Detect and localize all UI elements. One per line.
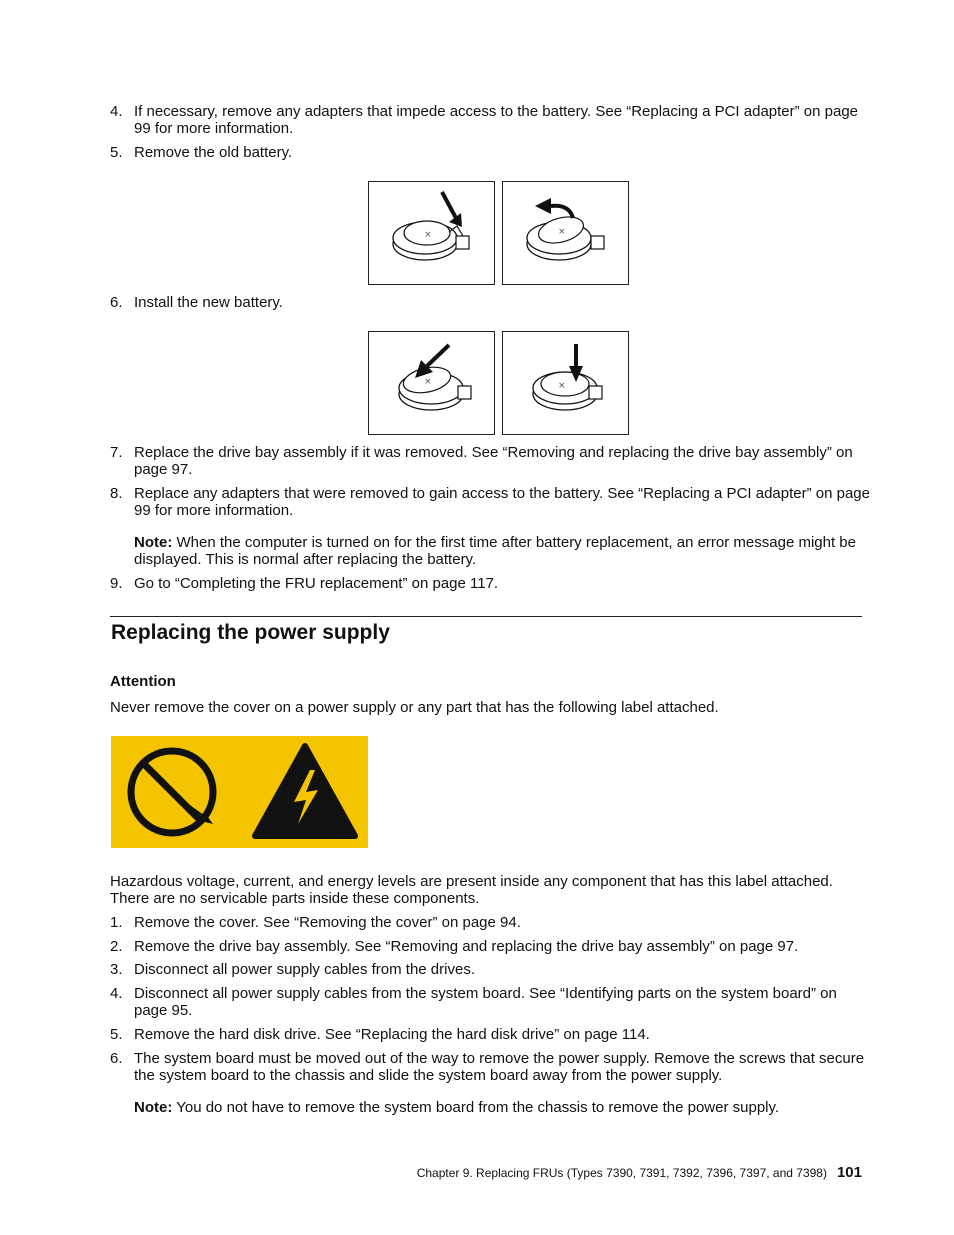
step-text: If necessary, remove any adapters that impede access to the battery. See “Replacing a PCI adapter” on page 99 for more information.	[134, 103, 859, 137]
battery-removal-figure-1	[368, 181, 495, 285]
page-footer	[360, 1164, 862, 1182]
svg-text:×: ×	[424, 377, 432, 387]
section-title: Replacing the power supply	[111, 621, 390, 644]
attention-heading: Attention	[110, 673, 176, 690]
step-text: Remove the hard disk drive. See “Replacing the hard disk drive” on page 114.	[134, 1026, 650, 1043]
step-text: Install the new battery.	[134, 294, 283, 311]
step-text: Remove the cover. See “Removing the cover” on page 94.	[134, 914, 521, 931]
step-text: Disconnect all power supply cables from the drives.	[134, 961, 475, 978]
attention-text: Never remove the cover on a power supply or any part that has the following label attached.	[110, 699, 719, 716]
note-label: Note:	[134, 1099, 173, 1116]
chapter-title: Chapter 9. Replacing FRUs (Types 7390, 7391, 7392, 7396, 7397, and 7398)	[416, 1166, 827, 1180]
battery-removal-figure-2	[502, 181, 629, 285]
step-text: Replace any adapters that were removed to gain access to the battery. See “Replacing a PCI adapter” on page 99 for more information.	[134, 485, 870, 519]
step-text: Disconnect all power supply cables from the system board. See “Identifying parts on the system board” on page 95.	[134, 985, 837, 1019]
step-text: Replace the drive bay assembly if it was removed. See “Removing and replacing the drive bay assembly” on page 97.	[134, 444, 853, 478]
step-number: 8.	[110, 485, 123, 502]
svg-text:×: ×	[558, 381, 566, 391]
page-number: 101	[836, 1164, 862, 1181]
step-number: 4.	[110, 103, 123, 120]
hazard-text: Hazardous voltage, current, and energy levels are present inside any component that has this label attached. There are no servicable parts inside these components.	[110, 873, 833, 907]
step-text: Remove the drive bay assembly. See “Removing and replacing the drive bay assembly” on page 97.	[134, 938, 799, 955]
section-divider	[110, 616, 862, 617]
step-number: 5.	[110, 144, 123, 161]
step-number: 2.	[110, 938, 123, 955]
note-label: Note:	[134, 534, 173, 551]
step-number: 7.	[110, 444, 123, 461]
note-text: When the computer is turned on for the first time after battery replacement, an error message might be displayed. This is normal after replacing the battery.	[134, 534, 856, 568]
svg-text:×: ×	[424, 230, 432, 240]
step-number: 6.	[110, 294, 123, 311]
step-number: 1.	[110, 914, 123, 931]
step-number: 3.	[110, 961, 123, 978]
step-text: The system board must be moved out of the way to remove the power supply. Remove the screws that secure the system board to the chassis and slide the system board away from the power supply.	[134, 1050, 865, 1084]
step-number: 4.	[110, 985, 123, 1002]
step-number: 6.	[110, 1050, 123, 1067]
battery-note	[134, 534, 870, 568]
step-number: 5.	[110, 1026, 123, 1043]
battery-install-figure-2	[502, 331, 629, 435]
step-number: 9.	[110, 575, 123, 592]
step-text: Go to “Completing the FRU replacement” on page 117.	[134, 575, 499, 592]
note-text: You do not have to remove the system board from the chassis to remove the power supply.	[176, 1099, 780, 1116]
hazard-label-image	[111, 736, 368, 848]
svg-text:×: ×	[558, 227, 566, 237]
step-text: Remove the old battery.	[134, 144, 293, 161]
power-note	[134, 1099, 870, 1116]
battery-install-figure-1	[368, 331, 495, 435]
